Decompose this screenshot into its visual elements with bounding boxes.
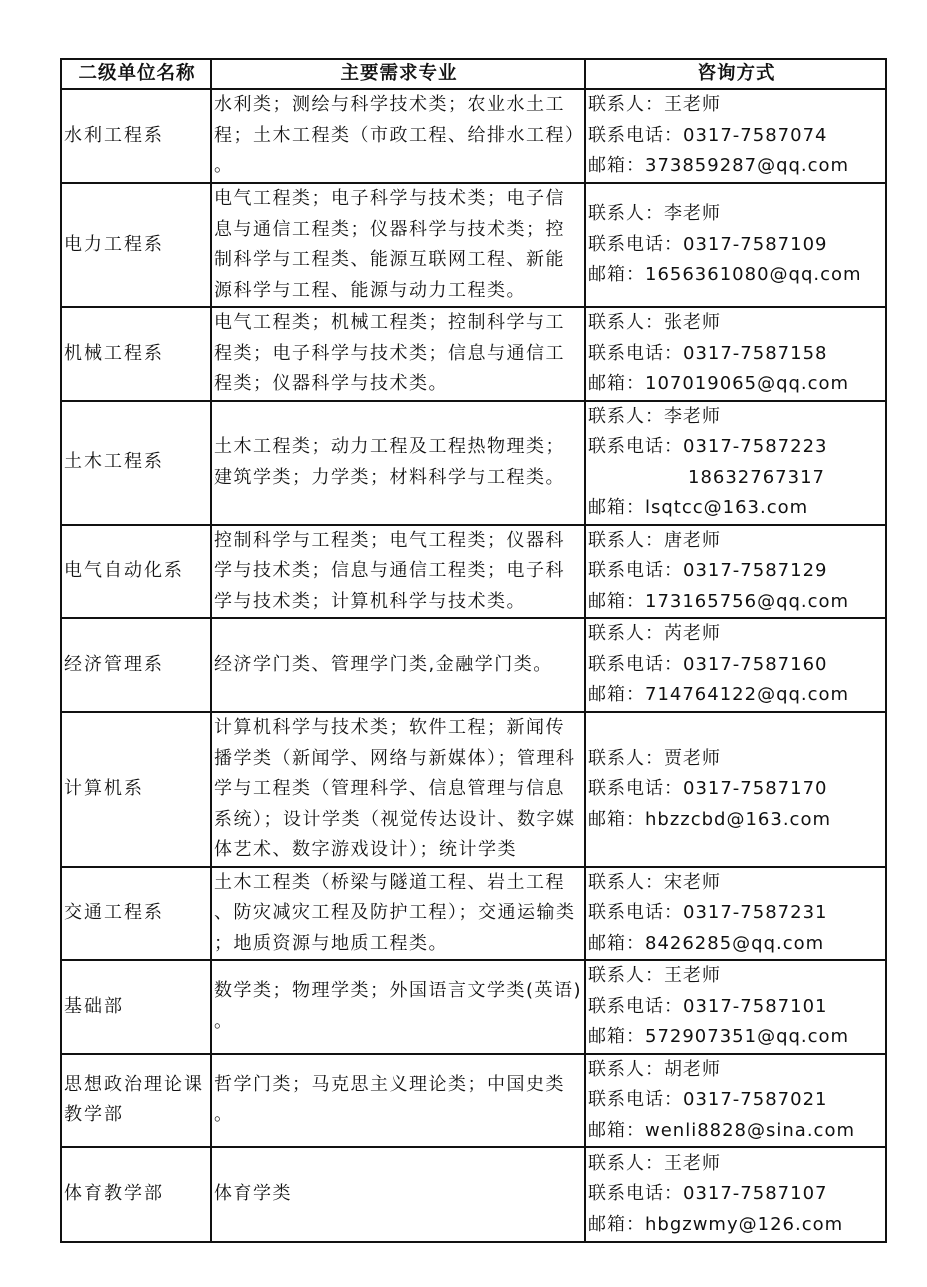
contact-cell bbox=[585, 1147, 886, 1242]
unit-cell bbox=[61, 618, 211, 712]
contact-email: 邮箱：lsqtcc@163.com bbox=[588, 497, 809, 518]
contact-email: 邮箱：wenli8828@sina.com bbox=[588, 1119, 855, 1141]
contact-cell bbox=[585, 401, 886, 525]
table-header bbox=[61, 59, 886, 89]
contact-person: 联系人：宋老师 bbox=[588, 871, 721, 893]
majors-cell: 土木工程类（桥梁与隧道工程、岩土工程、防灾减灾工程及防护工程）；交通运输类；地质资源与地质工程类。 bbox=[211, 867, 585, 961]
header-contact: 咨询方式 bbox=[585, 59, 886, 89]
unit-name: 土木工程系 bbox=[64, 451, 164, 473]
table-row bbox=[61, 307, 886, 401]
table-row bbox=[61, 1147, 886, 1242]
table-row bbox=[61, 867, 886, 961]
contact-person: 联系人：芮老师 bbox=[588, 623, 721, 645]
contact-phone: 联系电话：0317-7587223 bbox=[588, 436, 828, 457]
contact-cell bbox=[585, 960, 886, 1054]
contact-email: 邮箱：173165756@qq.com bbox=[588, 590, 850, 612]
table-row bbox=[61, 401, 886, 525]
unit-name: 机械工程系 bbox=[64, 342, 164, 364]
table-row bbox=[61, 183, 886, 307]
contact-person: 联系人：胡老师 bbox=[588, 1058, 721, 1080]
unit-name: 体育教学部 bbox=[64, 1183, 164, 1205]
majors-cell: 计算机科学与技术类；软件工程；新闻传播学类（新闻学、网络与新媒体）；管理科学与工程类（管理科学、信息管理与信息系统）；设计学类（视觉传达设计、数字媒体艺术、数字游戏设计）；统计学类 bbox=[211, 712, 585, 867]
contact-cell bbox=[585, 307, 886, 401]
contact-phone: 联系电话：0317-7587109 bbox=[588, 233, 828, 255]
contact-email: 邮箱：hbgzwmy@126.com bbox=[588, 1213, 844, 1235]
unit-cell bbox=[61, 960, 211, 1054]
majors-cell: 数学类；物理学类；外国语言文学类(英语)。 bbox=[211, 960, 585, 1054]
contact-phone: 联系电话：0317-7587160 bbox=[588, 653, 828, 675]
contact-person: 联系人：李老师 bbox=[588, 203, 721, 225]
table-body bbox=[61, 89, 886, 1242]
contact-phone: 联系电话：0317-7587129 bbox=[588, 560, 828, 581]
unit-name: 电气自动化系 bbox=[64, 560, 184, 581]
contact-email: 邮箱：714764122@qq.com bbox=[588, 684, 850, 706]
table-row bbox=[61, 712, 886, 867]
recruitment-table bbox=[60, 58, 887, 1243]
unit-name: 经济管理系 bbox=[64, 653, 164, 675]
contact-email: 邮箱：373859287@qq.com bbox=[588, 155, 850, 177]
majors-cell: 控制科学与工程类；电气工程类；仪器科学与技术类；信息与通信工程类；电子科学与技术类；计算机科学与技术类。 bbox=[211, 525, 585, 619]
majors-cell: 电气工程类；电子科学与技术类；电子信息与通信工程类；仪器科学与技术类；控制科学与工程类、能源互联网工程、新能源科学与工程、能源与动力工程类。 bbox=[211, 183, 585, 307]
unit-cell bbox=[61, 525, 211, 619]
contact-phone: 联系电话：0317-7587231 bbox=[588, 902, 828, 923]
unit-name: 交通工程系 bbox=[64, 902, 164, 923]
unit-cell bbox=[61, 89, 211, 183]
header-row bbox=[61, 59, 886, 89]
contact-person: 联系人：王老师 bbox=[588, 1152, 721, 1174]
contact-cell bbox=[585, 867, 886, 961]
contact-person: 联系人：李老师 bbox=[588, 405, 721, 427]
contact-cell bbox=[585, 618, 886, 712]
contact-person: 联系人：张老师 bbox=[588, 312, 721, 333]
unit-cell bbox=[61, 183, 211, 307]
contact-email: 邮箱：1656361080@qq.com bbox=[588, 264, 862, 286]
contact-phone: 联系电话：0317-7587107 bbox=[588, 1183, 828, 1205]
contact-phone: 联系电话：0317-7587021 bbox=[588, 1089, 828, 1110]
contact-cell bbox=[585, 89, 886, 183]
table-row bbox=[61, 960, 886, 1054]
unit-cell bbox=[61, 1054, 211, 1148]
table-row bbox=[61, 618, 886, 712]
contact-phone-mobile: 18632767317 bbox=[688, 466, 825, 488]
contact-email: 邮箱：hbzzcbd@163.com bbox=[588, 808, 831, 830]
majors-cell: 水利类；测绘与科学技术类；农业水土工程；土木工程类（市政工程、给排水工程）。 bbox=[211, 89, 585, 183]
unit-cell bbox=[61, 1147, 211, 1242]
majors-cell: 土木工程类；动力工程及工程热物理类；建筑学类；力学类；材料科学与工程类。 bbox=[211, 401, 585, 525]
table-row bbox=[61, 525, 886, 619]
contact-phone: 联系电话：0317-7587074 bbox=[588, 124, 828, 146]
contact-person: 联系人：王老师 bbox=[588, 94, 721, 116]
contact-cell bbox=[585, 1054, 886, 1148]
table-row bbox=[61, 89, 886, 183]
unit-name: 基础部 bbox=[64, 995, 124, 1017]
contact-cell bbox=[585, 525, 886, 619]
unit-name: 水利工程系 bbox=[64, 124, 164, 146]
contact-person: 联系人：贾老师 bbox=[588, 747, 721, 769]
header-majors: 主要需求专业 bbox=[211, 59, 585, 89]
unit-name: 思想政治理论课教学部 bbox=[64, 1073, 204, 1126]
majors-cell: 哲学门类；马克思主义理论类；中国史类。 bbox=[211, 1054, 585, 1148]
contact-cell bbox=[585, 712, 886, 867]
unit-cell bbox=[61, 307, 211, 401]
contact-person: 联系人：唐老师 bbox=[588, 529, 721, 551]
unit-name: 电力工程系 bbox=[64, 233, 164, 255]
table-row bbox=[61, 1054, 886, 1148]
majors-cell: 电气工程类；机械工程类；控制科学与工程类；电子科学与技术类；信息与通信工程类；仪器科学与技术类。 bbox=[211, 307, 585, 401]
unit-cell bbox=[61, 712, 211, 867]
contact-person: 联系人：王老师 bbox=[588, 965, 721, 986]
contact-phone: 联系电话：0317-7587158 bbox=[588, 342, 828, 364]
unit-cell bbox=[61, 867, 211, 961]
unit-cell bbox=[61, 401, 211, 525]
majors-cell: 经济学门类、管理学门类,金融学门类。 bbox=[211, 618, 585, 712]
contact-email: 邮箱：8426285@qq.com bbox=[588, 932, 825, 954]
contact-cell bbox=[585, 183, 886, 307]
contact-phone: 联系电话：0317-7587170 bbox=[588, 778, 828, 799]
unit-name: 计算机系 bbox=[64, 778, 144, 799]
contact-email: 邮箱：107019065@qq.com bbox=[588, 373, 850, 394]
header-unit: 二级单位名称 bbox=[61, 59, 211, 89]
contact-email: 邮箱：572907351@qq.com bbox=[588, 1026, 850, 1047]
contact-phone: 联系电话：0317-7587101 bbox=[588, 995, 828, 1017]
majors-cell: 体育学类 bbox=[211, 1147, 585, 1242]
